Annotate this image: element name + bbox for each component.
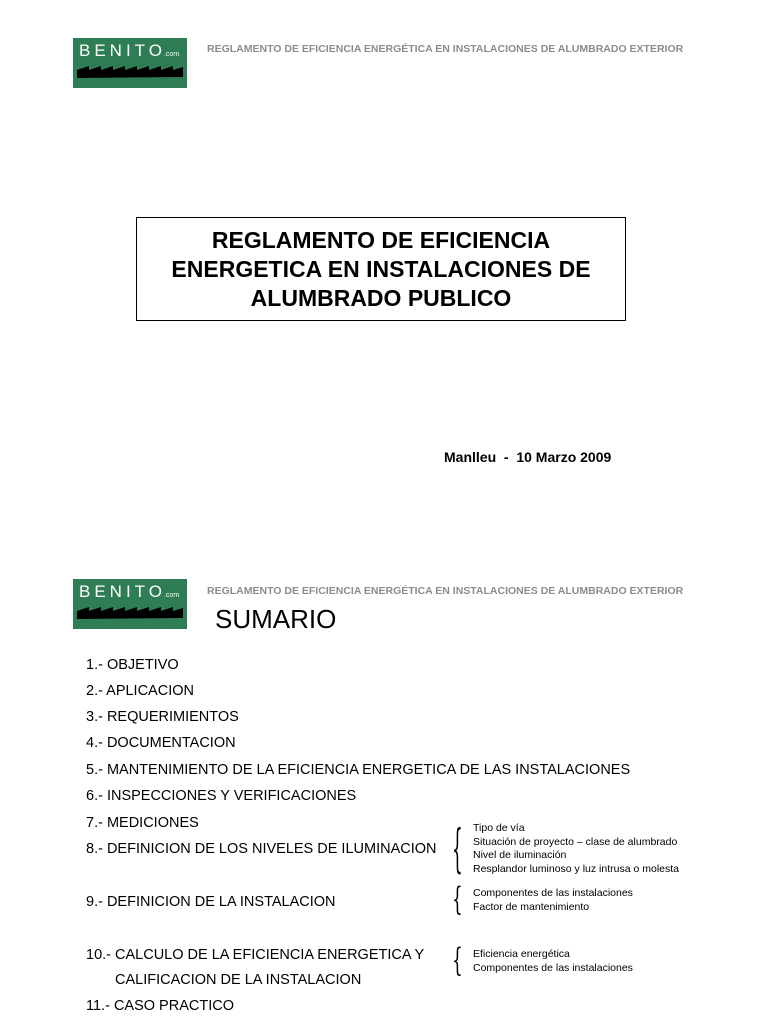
title-line: ENERGETICA EN INSTALACIONES DE: [171, 255, 591, 282]
toc-item: 11.- CASO PRACTICO: [86, 998, 234, 1014]
toc-item: 5.- MANTENIMIENTO DE LA EFICIENCIA ENERGETICA DE LAS INSTALACIONES: [86, 762, 631, 778]
logo-word: BENITO: [79, 582, 166, 601]
toc-item: 2.- APLICACION: [86, 683, 194, 699]
logo-word: BENITO: [79, 41, 166, 60]
toc-item-continuation: CALIFICACION DE LA INSTALACION: [115, 972, 362, 988]
toc-item: 6.- INSPECCIONES Y VERIFICACIONES: [86, 788, 357, 804]
sub-item: Resplandor luminoso y luz intrusa o molesta: [473, 862, 680, 875]
left-brace: {: [452, 818, 463, 880]
logo: [73, 579, 187, 629]
sawtooth-roof-icon: [77, 605, 183, 625]
toc-item: 8.- DEFINICION DE LOS NIVELES DE ILUMINACION: [86, 841, 437, 857]
left-brace: {: [452, 880, 463, 918]
title-line: REGLAMENTO DE EFICIENCIA: [211, 226, 551, 253]
logo-domain: .com: [163, 51, 180, 58]
logo: [73, 38, 187, 88]
left-brace: {: [452, 941, 463, 979]
toc-item: 10.- CALCULO DE LA EFICIENCIA ENERGETICA Y: [86, 947, 425, 963]
toc-item: 9.- DEFINICION DE LA INSTALACION: [86, 894, 336, 910]
toc-item: 4.- DOCUMENTACION: [86, 735, 236, 751]
title-line: ALUMBRADO PUBLICO: [250, 284, 512, 311]
sub-item: Nivel de iluminación: [473, 849, 567, 861]
header-text: REGLAMENTO DE EFICIENCIA ENERGÉTICA EN INSTALACIONES DE ALUMBRADO EXTERIOR: [207, 43, 684, 55]
sumario-title: SUMARIO: [215, 604, 337, 634]
sub-item: Factor de mantenimiento: [473, 901, 590, 913]
toc-item: 1.- OBJETIVO: [86, 657, 179, 673]
place-date: Manlleu - 10 Marzo 2009: [444, 449, 612, 465]
title-box: [136, 217, 626, 321]
toc-item: 3.- REQUERIMIENTOS: [86, 709, 239, 725]
logo-domain: .com: [163, 592, 180, 599]
sub-item: Componentes de las instalaciones: [473, 887, 633, 899]
sub-item: Eficiencia energética: [473, 948, 570, 960]
sub-item: Componentes de las instalaciones: [473, 962, 633, 974]
toc-item: 7.- MEDICIONES: [86, 815, 199, 831]
sub-item: Situación de proyecto – clase de alumbrado: [473, 835, 678, 848]
sawtooth-roof-icon: [77, 64, 183, 84]
header-text: REGLAMENTO DE EFICIENCIA ENERGÉTICA EN INSTALACIONES DE ALUMBRADO EXTERIOR: [207, 585, 684, 597]
sub-item: Tipo de vía: [473, 822, 525, 834]
